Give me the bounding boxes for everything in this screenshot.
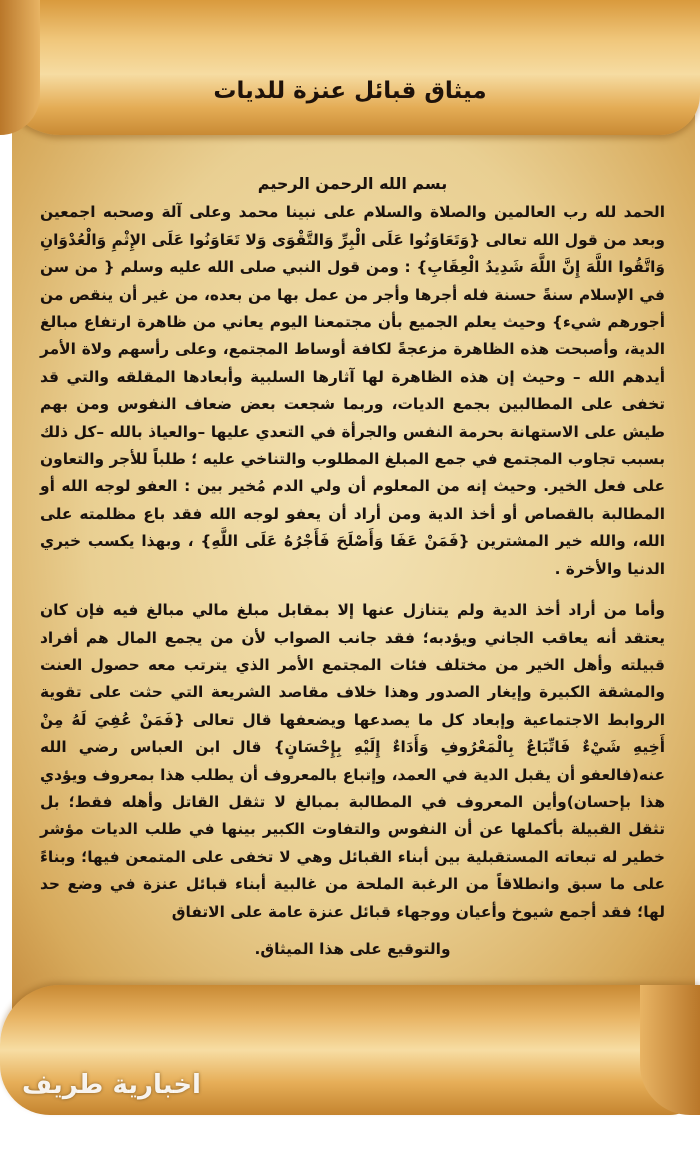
scroll-top-roll: [0, 0, 700, 135]
paragraph-2: وأما من أراد أخذ الدية ولم يتنازل عنها إلا بمقابل مبلغ مالي مبالغ فيه فإن كان يعتقد أنه يعاقب الجاني ويؤدبه؛ فقد جانب الصواب لأن من يجمع المال هم أفراد قبيلته وأهل الخير من مختلف فئات المجتمع الأمر الذي يترتب معه حصول العنت والمشقة الكبيرة وإيغار الصدور وهذا خلاف مقاصد الشريعة التي حثت على تقوية الروابط الاجتماعية وإبعاد كل ما يصدعها ويضعفها قال تعالى {فَمَنْ عُفِيَ لَهُ مِنْ أَخِيهِ شَيْءٌ فَاتِّبَاعٌ بِالْمَعْرُوفِ وَأَدَاءٌ إِلَيْهِ بِإِحْسَانٍ} قال ابن العباس رضي الله عنه(فالعفو أن يقبل الدية في العمد، وإتباع بالمعروف أن يطلب هذا بمعروف ويؤدي هذا بإحسان)وأين المعروف في المطالبة بمبالغ لا تثقل القاتل وأهله فقط؛ بل تثقل القبيلة بأكملها عن أن النفوس والتفاوت الكبير بينها في طلب الديات مؤشر خطير له تبعاته المستقبلية بين أبناء القبائل وهي لا تخفى على المتمعن فيها؛ وبناءً على ما سبق وانطلاقاً من الرغبة الملحة من غالبية أبناء قبائل عنزة في وضع حد لها؛ فقد أجمع شيوخ وأعيان ووجهاء قبائل عنزة عامة على الاتفاق: [40, 601, 665, 921]
watermark: اخبارية طريف: [22, 1070, 201, 1100]
scroll-top-curl: [0, 0, 40, 135]
document-title: ميثاق قبائل عنزة للديات: [213, 78, 487, 104]
paragraph-1: الحمد لله رب العالمين والصلاة والسلام على نبينا محمد وعلى آلة وصحبه اجمعين وبعد من قول الله تعالى {وَتَعَاوَنُوا عَلَى الْبِرِّ وَالتَّقْوَى وَلا تَعَاوَنُوا عَلَى الإِثْمِ وَالْعُدْوَانِ وَاتَّقُوا اللَّهَ إِنَّ اللَّهَ شَدِيدُ الْعِقَابِ} : ومن قول النبي صلى الله عليه وسلم { من سن في الإسلام سنةً حسنة فله أجرها وأجر من عمل بها من بعده، من غير أن ينقص من أجورهم شيء} وحيث يعلم الجميع بأن مجتمعنا اليوم يعاني من ظاهرة ارتفاع مبالغ الدية، وأصبحت هذه الظاهرة مزعجةً لكافة أوساط المجتمع، وعلى رأسهم ولاة الأمر أيدهم الله – وحيث إن هذه الظاهرة لها آثارها السلبية وأبعادها المقلقه والتي قد تخفى على المطالبين بجمع الديات، وربما شجعت بعض ضعاف النفوس ومن بهم طيش على الاستهانة بحرمة النفس والجرأة في التعدي عليها –والعياذ بالله –كل ذلك بسبب تجاوب المجتمع في جمع المبلغ المطلوب والتناخي عليه ؛ طلباً للأجر والتعاون على فعل الخير. وحيث إنه من المعلوم أن ولي الدم مُخير بين : العفو لوجه الله أو المطالبة بالقصاص أو أخذ الدية ومن أراد أن يعفو لوجه الله فقد باع مظلمته على الله، والله خير المشترين {فَمَنْ عَفَا وَأَصْلَحَ فَأَجْرُهُ عَلَى اللَّهِ} ، وبهذا يكسب خيري الدنيا والأخرة .: [40, 203, 665, 578]
basmala: بسم الله الرحمن الرحيم: [257, 174, 448, 193]
closing-line: والتوقيع على هذا الميثاق.: [254, 939, 451, 958]
document-body: [40, 170, 665, 963]
